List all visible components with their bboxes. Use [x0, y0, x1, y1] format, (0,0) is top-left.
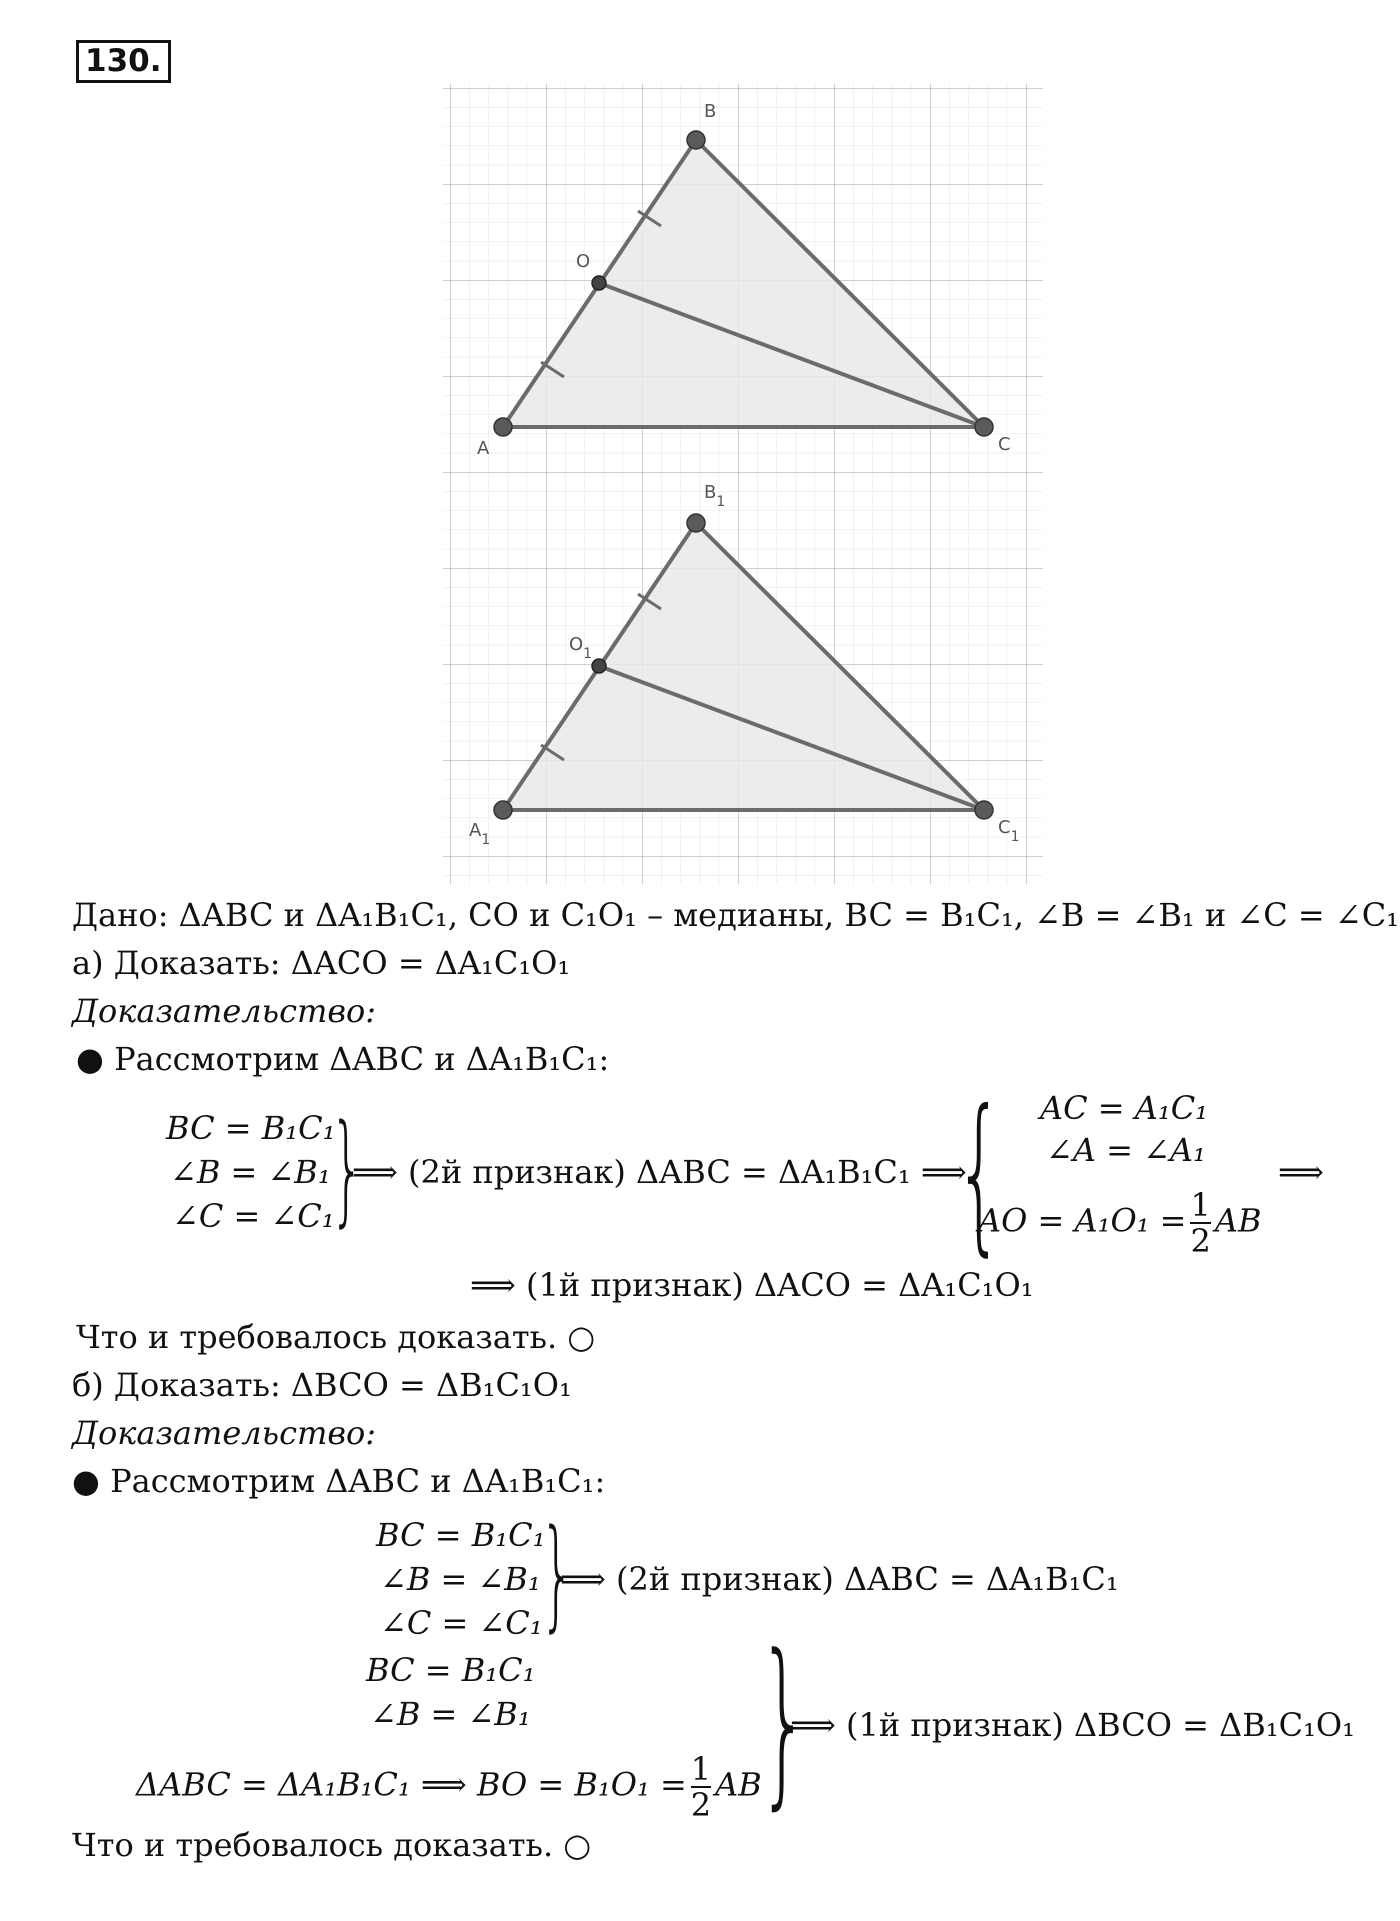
label-a1: $A_1$: [469, 820, 491, 848]
part-a-implication: ⟹ (2й признак) ΔABC = ΔA₁B₁C₁ ⟹: [352, 1153, 967, 1191]
point-o1: [592, 659, 606, 673]
left-brace: {: [955, 1074, 1004, 1272]
label-c: C: [998, 434, 1011, 455]
part-b-conclusion: ⟹ (1й признак) ΔBCO = ΔB₁C₁O₁: [790, 1706, 1355, 1744]
fraction-one-half: $\frac{1}{2}$: [1190, 1186, 1211, 1260]
point-b1: [687, 514, 705, 532]
part-a-result-2: ∠A = ∠A₁: [1046, 1131, 1206, 1169]
part-b-cond-3: ∠C = ∠C₁: [380, 1604, 543, 1642]
part-b-prove: б) Доказать: ΔBCO = ΔB₁C₁O₁: [72, 1366, 572, 1404]
part-b-cond2-3: ΔABC = ΔA₁B₁C₁ ⟹ BO = B₁O₁ = $\frac{1}{2}$ AB: [136, 1750, 762, 1824]
label-o: O: [576, 251, 591, 272]
problem-number: 130.: [76, 40, 171, 83]
part-b-cond2-1: BC = B₁C₁: [366, 1651, 536, 1689]
part-b-qed: Что и требовалось доказать. ○: [72, 1826, 592, 1864]
point-a: [494, 418, 512, 436]
part-a-qed: Что и требовалось доказать. ○: [76, 1318, 596, 1356]
point-o: [592, 276, 606, 290]
point-c: [975, 418, 993, 436]
fraction-one-half: $\frac{1}{2}$: [690, 1750, 712, 1824]
right-brace: }: [330, 1100, 365, 1239]
point-b: [687, 131, 705, 149]
part-a-result-3: AO = A₁O₁ = $\frac{1}{2}$ AB: [978, 1186, 1262, 1260]
part-a-cond-3: ∠C = ∠C₁: [172, 1197, 335, 1235]
part-b-consider: ● Рассмотрим ΔABC и ΔA₁B₁C₁:: [72, 1462, 606, 1500]
part-b-cond-1: BC = B₁C₁: [376, 1516, 546, 1554]
geometry-figure: [443, 84, 1043, 884]
part-a-cond-1: BC = B₁C₁: [166, 1109, 336, 1147]
part-b-cond2-2: ∠B = ∠B₁: [370, 1695, 531, 1733]
label-c1: $C_1$: [998, 817, 1020, 845]
part-a-arrow: ⟹: [1278, 1153, 1324, 1191]
label-o1: $O_1$: [569, 634, 593, 662]
part-b-proof-label: Доказательство:: [72, 1414, 377, 1452]
part-a-proof-label: Доказательство:: [72, 992, 377, 1030]
right-brace: }: [540, 1505, 575, 1644]
part-b-implication: ⟹ (2й признак) ΔABC = ΔA₁B₁C₁: [560, 1560, 1119, 1598]
right-brace: }: [758, 1617, 810, 1826]
part-b-cond-2: ∠B = ∠B₁: [380, 1560, 541, 1598]
part-a-conclusion: ⟹ (1й признак) ΔACO = ΔA₁C₁O₁: [470, 1266, 1034, 1304]
part-a-result-1: AC = A₁C₁: [1040, 1089, 1208, 1127]
label-b: B: [704, 101, 717, 122]
point-c1: [975, 801, 993, 819]
label-a: A: [477, 438, 490, 459]
given-statement: Дано: ΔABC и ΔA₁B₁C₁, CO и C₁O₁ – медианы, BC = B₁C₁, ∠B = ∠B₁ и ∠C = ∠C₁: [72, 896, 1399, 934]
part-a-cond-2: ∠B = ∠B₁: [170, 1153, 331, 1191]
part-a-consider: ● Рассмотрим ΔABC и ΔA₁B₁C₁:: [76, 1040, 610, 1078]
point-a1: [494, 801, 512, 819]
part-a-prove: а) Доказать: ΔACO = ΔA₁C₁O₁: [72, 944, 571, 982]
label-b1: $B_1$: [704, 482, 726, 510]
